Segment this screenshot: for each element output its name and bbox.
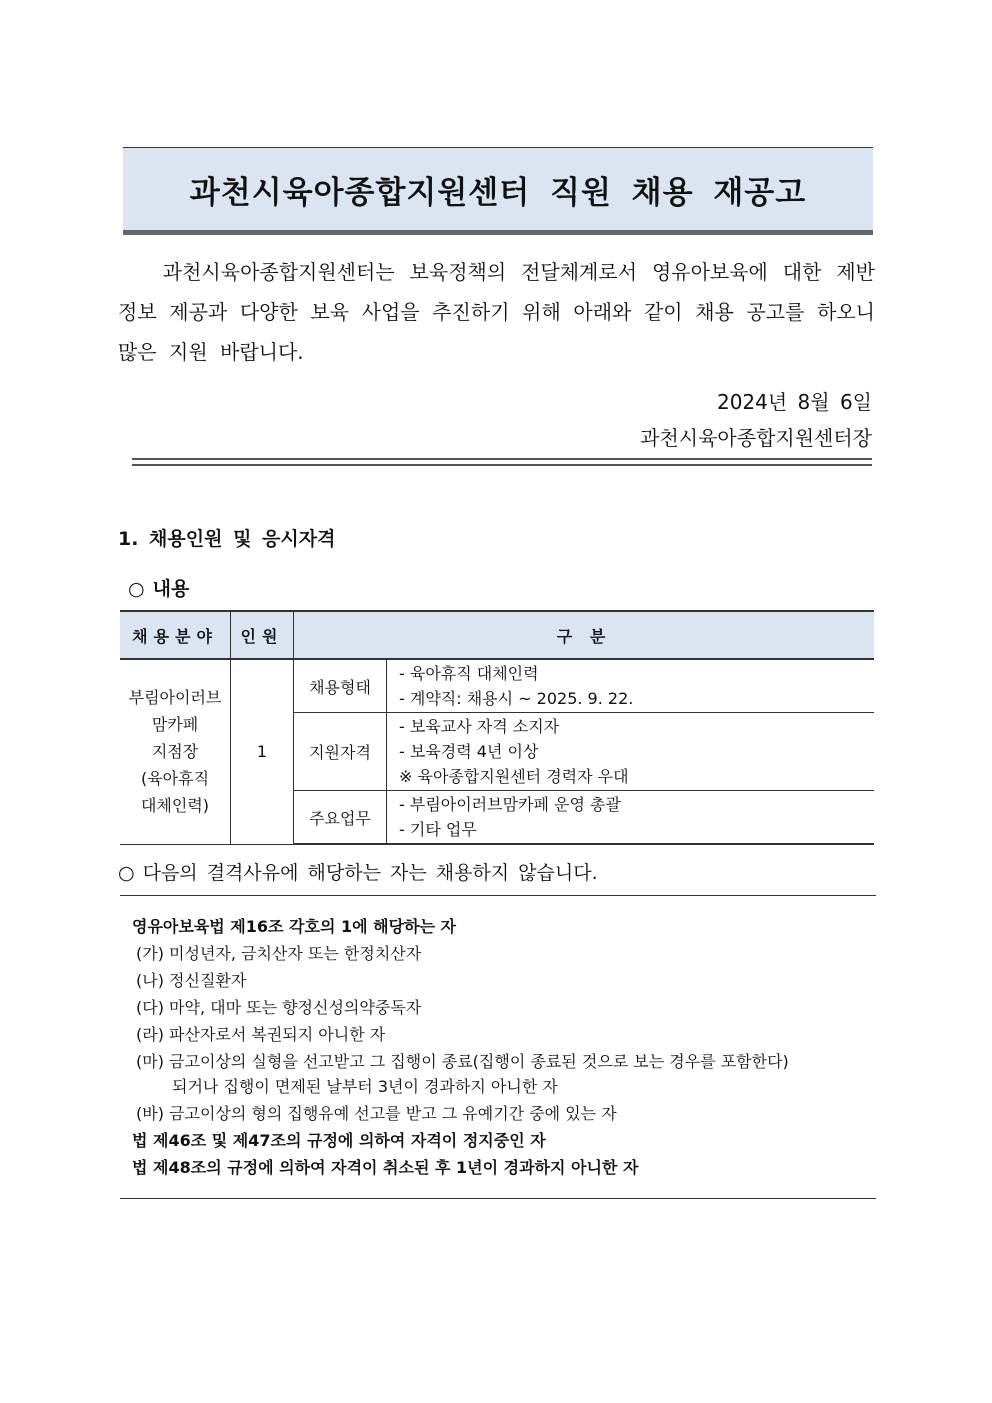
description-item: - 보육경력 4년 이상: [399, 742, 539, 761]
header-count: 인원: [231, 611, 294, 659]
description-item: - 육아휴직 대체인력: [399, 664, 539, 683]
category-cell: 채용형태: [294, 659, 387, 713]
law-48-item: 법 제48조의 규정에 의하여 자격이 취소된 후 1년이 경과하지 아니한 자: [132, 1158, 639, 1177]
recruitment-table: [120, 610, 874, 845]
table-row: [120, 659, 874, 713]
disqualification-item: (다) 마약, 대마 또는 향정신성의약중독자: [136, 998, 422, 1017]
field-line: 맘카페: [151, 715, 199, 735]
table-header-row: [120, 611, 874, 659]
headcount: 1: [231, 659, 294, 844]
field-line: (육아휴직: [140, 769, 210, 789]
notice-text: 다음의 결격사유에 해당하는 자는 채용하지 않습니다.: [142, 862, 598, 884]
law-46-item: 법 제46조 및 제47조의 규정에 의하여 자격이 정지중인 자: [132, 1131, 546, 1150]
disqualification-item: (나) 정신질환자: [136, 971, 247, 990]
section-heading: 1. 채용인원 및 응시자격: [118, 528, 336, 550]
description-cell: [387, 713, 875, 791]
disqualification-box: [120, 895, 876, 1199]
page-title: 과천시육아종합지원센터 직원 채용 재공고: [189, 174, 807, 211]
category-cell: 주요업무: [294, 791, 387, 845]
description-item: - 기타 업무: [399, 820, 477, 839]
disqualification-item-continuation: 되거나 집행이 면제된 날부터 3년이 경과하지 아니한 자: [172, 1077, 558, 1096]
notice-line: [118, 858, 598, 885]
signer: 과천시육아종합지원센터장: [640, 426, 872, 450]
subheading: [128, 574, 189, 601]
category-cell: 지원자격: [294, 713, 387, 791]
announcement-date: 2024년 8월 6일: [716, 390, 872, 414]
double-divider: [132, 458, 872, 466]
circle-icon: ○: [118, 862, 135, 884]
field-line: 지점장: [151, 742, 199, 762]
disqualification-item: (마) 금고이상의 실형을 선고받고 그 집행이 종료(집행이 종료된 것으로 보는 경우를 포함한다): [136, 1052, 789, 1071]
intro-paragraph: [118, 252, 875, 372]
description-item: - 계약직: 채용시 ~ 2025. 9. 22.: [399, 689, 634, 708]
recruit-field: [120, 659, 231, 844]
subheading-label: 내용: [152, 578, 190, 600]
disqualification-item: (바) 금고이상의 형의 집행유예 선고를 받고 그 유예기간 중에 있는 자: [136, 1104, 617, 1123]
field-line: 대체인력): [140, 796, 210, 816]
disqualification-item: (가) 미성년자, 금치산자 또는 한정치산자: [136, 944, 422, 963]
description-item: - 보육교사 자격 소지자: [399, 717, 560, 736]
header-category: 구 분: [294, 611, 875, 659]
disqualification-item: (라) 파산자로서 복권되지 아니한 자: [136, 1025, 386, 1044]
title-banner: [123, 147, 873, 235]
field-line: 부림아이러브: [128, 688, 222, 708]
intro-text: 과천시육아종합지원센터는 보육정책의 전달체계로서 영유아보육에 대한 제반 정보 제공과 다양한 보육 사업을 추진하기 위해 아래와 같이 채용 공고를 하오니 많은 지원 바랍니다.: [118, 260, 875, 364]
description-cell: [387, 659, 875, 713]
disqualification-heading: 영유아보육법 제16조 각호의 1에 해당하는 자: [132, 917, 457, 936]
description-cell: [387, 791, 875, 845]
description-item: - 부림아이러브맘카페 운영 총괄: [399, 795, 621, 814]
circle-icon: ○: [128, 578, 145, 600]
header-field: 채용분야: [120, 611, 231, 659]
description-item: ※ 육아종합지원센터 경력자 우대: [399, 767, 629, 786]
